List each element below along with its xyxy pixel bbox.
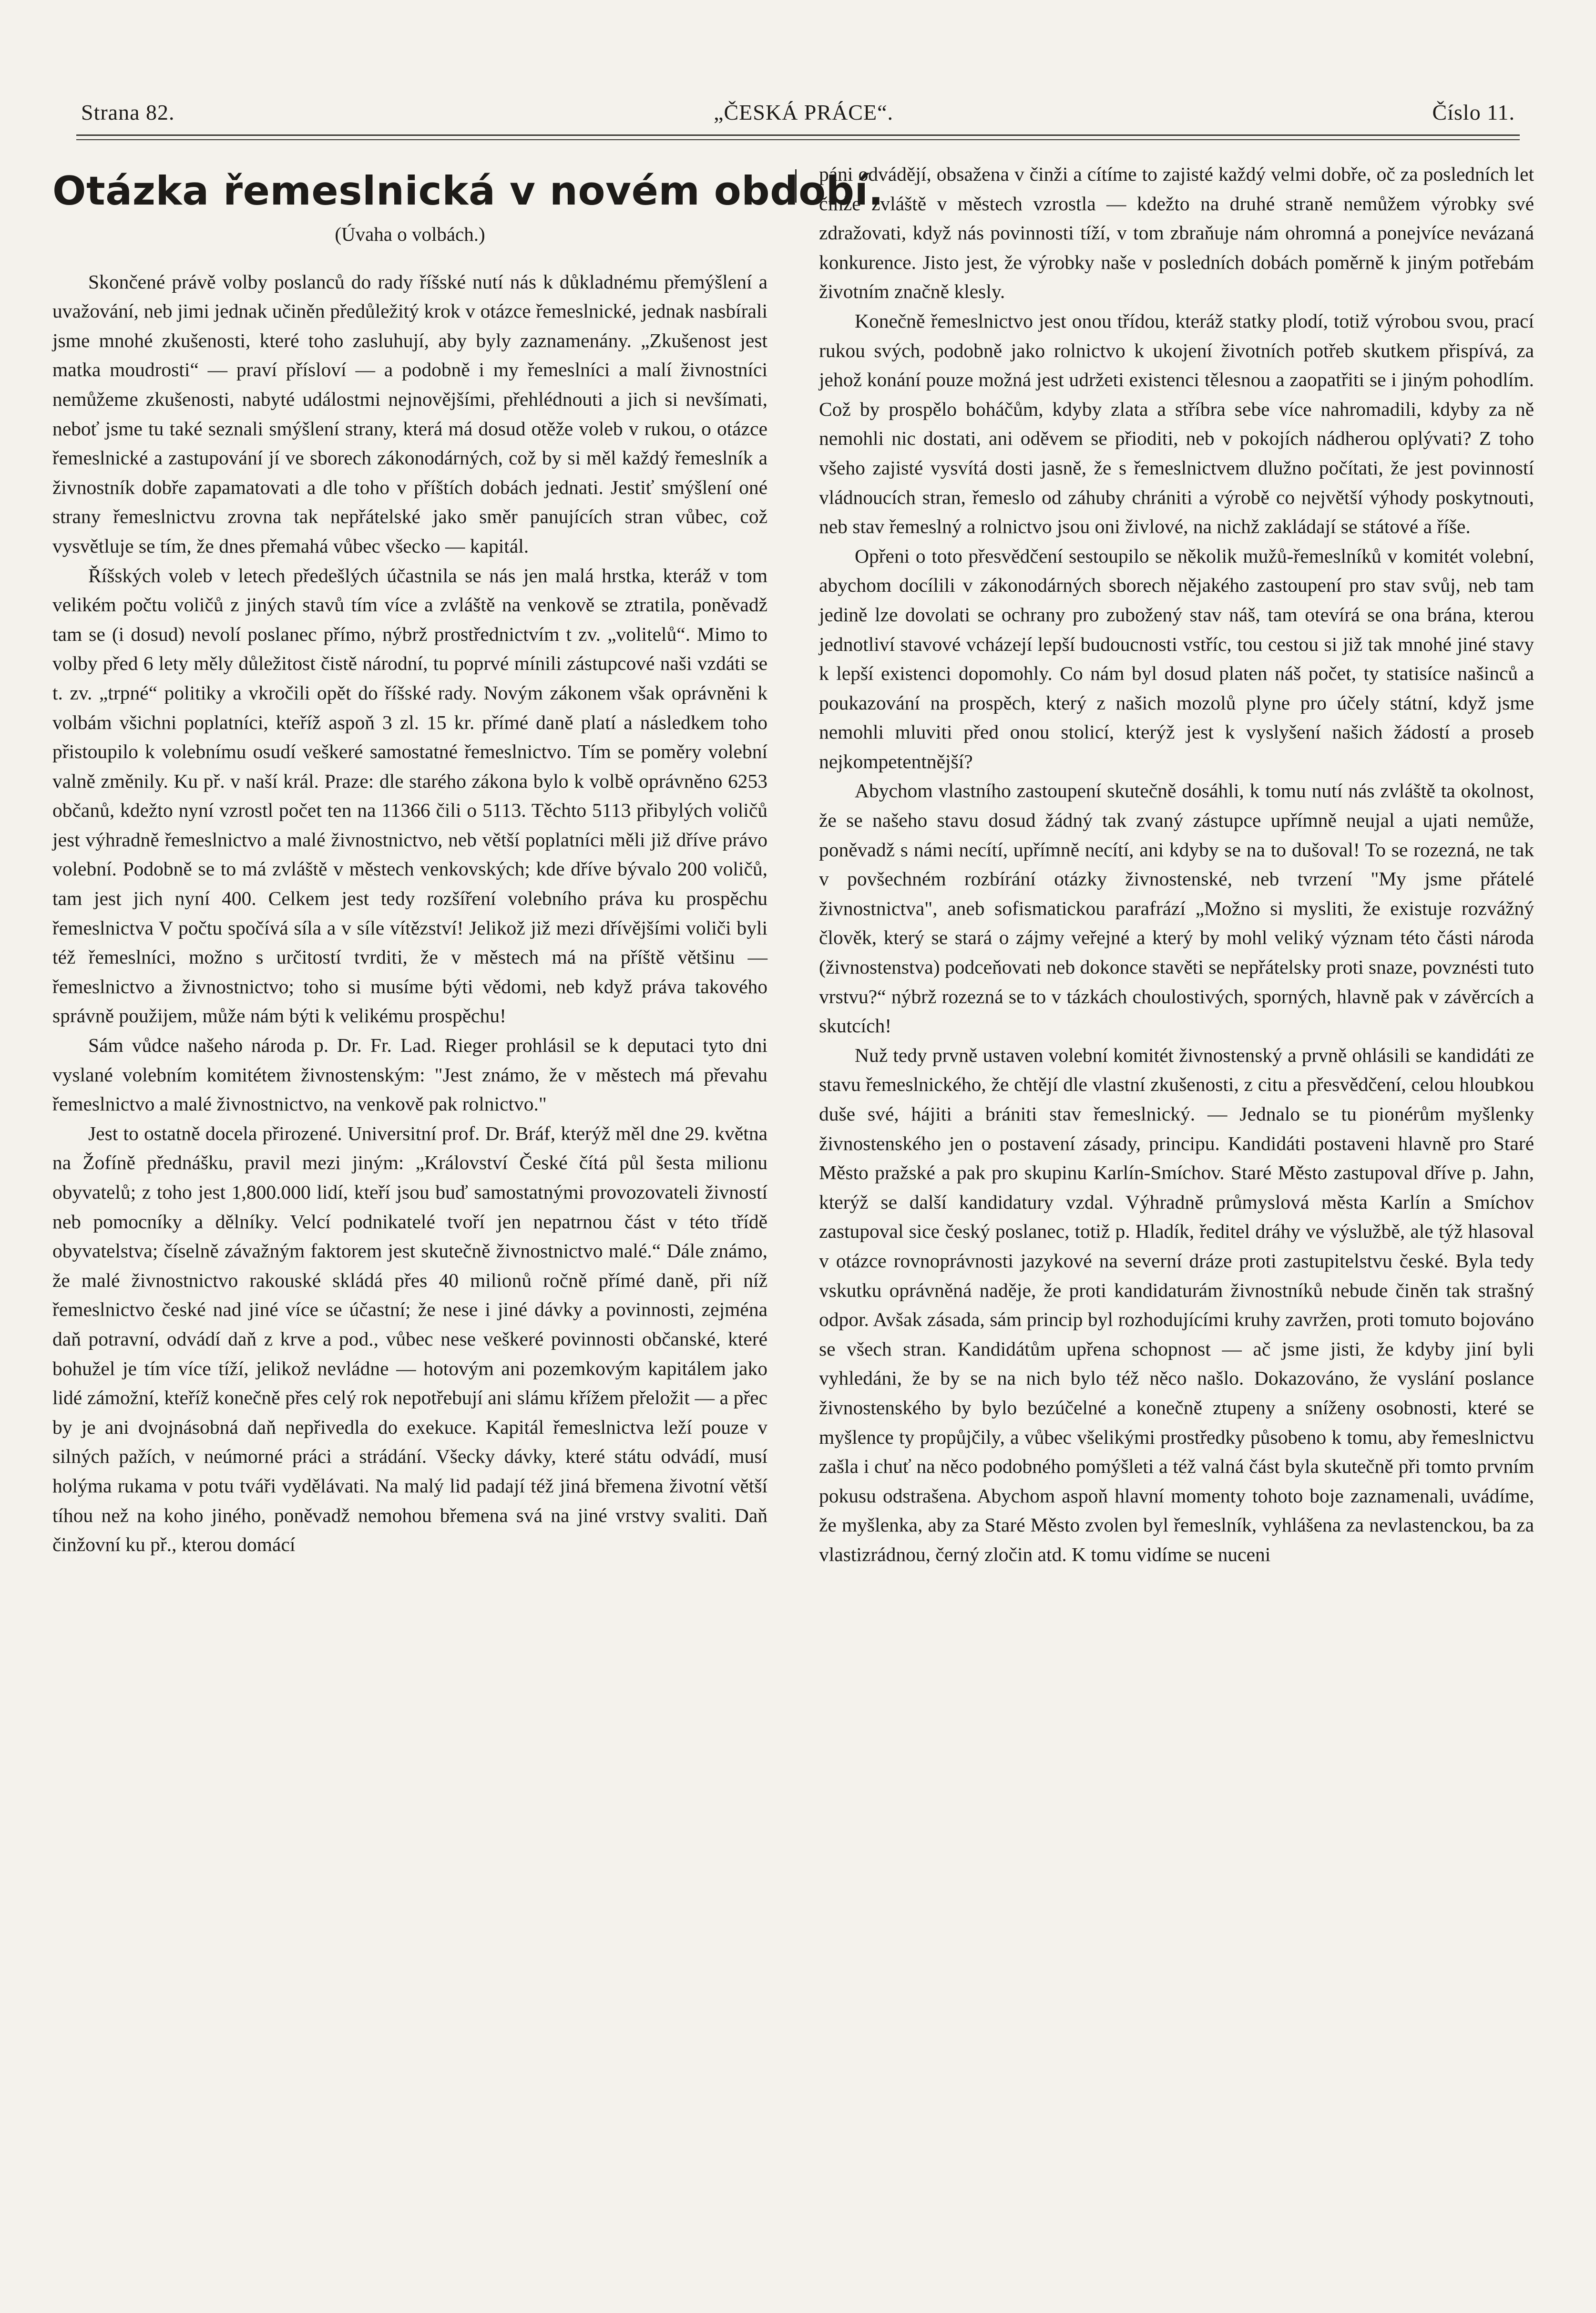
header-rule-top xyxy=(76,134,1520,136)
right-paragraph-3: Opřeni o toto přesvědčení sestoupilo se několik mužů-řemeslníků v komitét volební, abychom docílili v zákonodárných sborech nějakého zastoupení pro stav svůj, neb tam jedině lze dovolati se ochrany pro zubožený stav náš, tam otevírá se ona brána, kterou jednotliví stavové vcházejí lepší budoucnosti vstříc, tou cestou si již tak mnohé jiné stavy k lepší existenci dopomohly. Co nám byl dosud platen náš počet, ty statisíce našinců a poukazování na prospěch, který z našich mozolů plyne pro účely státní, když jsme nemohli mluviti před onou stolicí, kterýž jest k vyslyšení našich žádostí a proseb nejkompetentnější? xyxy=(819,545,1534,772)
left-column xyxy=(52,160,884,2268)
header-rule-bottom xyxy=(76,139,1520,140)
right-paragraph-5: Nuž tedy prvně ustaven volební komitét živnostenský a prvně ohlásili se kandidáti ze stavu řemeslnického, že chtějí dle vlastní zkušenosti, z citu a přesvědčení, celou hloubkou duše své, hájiti a brániti stav řemeslnický. — Jednalo se tu pionérům myšlenky živnostenského jen o postavení zásady, principu. Kandidáti postaveni hlavně pro Staré Město pražské a pak pro skupinu Karlín-Smíchov. Staré Město zastupoval dříve p. Jahn, kterýž se další kandidatury vzdal. Výhradně průmyslová města Karlín a Smíchov zastupoval sice český poslanec, totiž p. Hladík, ředitel dráhy ve výslužbě, ale týž hlasoval v otázce rovnoprávnosti jazykové na severní dráze proti zastupitelstvu české. Byla tedy vskutku oprávněná naděje, že proti kandidaturám živnostníků nebude činěn tak strašný odpor. Avšak zásada, sám princip byl rozhodujícími kruhy zavržen, proti tomuto bojováno se všech stran. Kandidátům upřena schopnost — ač jsme jisti, že kdyby jiní byli vyhledáni, že by se na nich bylo též něco našlo. Dokazováno, že vyslání poslance živnostenského by bylo bezúčelné a konečně ztupeny a sníženy osobnosti, které se myšlence ty propůjčily, a vůbec všelikými prostředky působeno k tomu, aby řemeslnictvu zašla i chuť na něco podobného pomýšleti a též valná část byla skutečně při tomto prvním pokusu odstrašena. Abychom aspoň hlavní momenty tohoto boje zaznamenali, uvádíme, že myšlenka, aby za Staré Město zvolen byl řemeslník, vyhlášena za nevlastenckou, ba za vlastizrádnou, černý zločin atd. K tomu vidíme se nuceni xyxy=(819,1044,1534,1565)
right-paragraph-1: páni odvádějí, obsažena v činži a cítíme to zajisté každý velmi dobře, oč za posledních let činže zvláště v městech vzrostla — kdežto na druhé straně nemůžem výrobky své zdražovati, když nás povinnosti tíží, v tom zbraňuje nám ohromná a ponejvíce nevázaná konkurence. Jisto jest, že výrobky naše v posledních dobách poměrně k jiným potřebám životním značně klesly. xyxy=(819,163,1534,303)
running-head xyxy=(81,86,1515,138)
left-paragraph-2: Říšských voleb v letech předešlých účastnila se nás jen malá hrstka, kteráž v tom velikém počtu voličů z jiných stavů tím více a zvláště na venkově se ztratila, poněvadž tam se (i dosud) nevolí poslanec přímo, nýbrž prostřednictvím t zv. „volitelů“. Mimo to volby před 6 lety měly důležitost čistě národní, tu poprvé mínili zástupcové naši vzdáti se t. zv. „trpné“ politiky a vkročili opět do říšské rady. Novým zákonem však oprávněni k volbám všichni poplatníci, kteříž aspoň 3 zl. 15 kr. přímé daně platí a následkem toho přistoupilo k volebnímu osudí veškeré samostatné řemeslnictvo. Tím se poměry volební valně změnily. Ku př. v naší král. Praze: dle starého zákona bylo k volbě oprávněno 6253 občanů, kdežto nyní vzrostl počet ten na 11366 čili o 5113. Těchto 5113 přibylých voličů jest výhradně řemeslnictvo a malé živnostnictvo, neb větší poplatníci měli již dříve právo volební. Podobně se to má zvláště v městech venkovských; kde dříve bývalo 200 voličů, tam jest jich nyní 400. Celkem jest tedy rozšíření volebního práva ku prospěchu řemeslnictva V počtu spočívá síla a v síle vítězství! Jelikož již mezi dřívějšími voliči byli též řemeslníci, možno s určitostí tvrditi, že v městech má na příště většinu — řemeslnictvo a živnostnictvo; toho si musíme býti vědomi, neb když práva takového správně použijem, může nám býti k velikému prospěchu! xyxy=(52,564,767,1027)
right-paragraph-2: Konečně řemeslnictvo jest onou třídou, kteráž statky plodí, totiž výrobou svou, prací rukou svých, podobně jako rolnictvo k ukojení životních potřeb skutkem přispívá, za jehož konání pouze možná jest udržeti existenci tělesnou a zaopatřiti se i jiným pohodlím. Což by prospělo boháčům, kdyby zlata a stříbra sebe více nahromadili, kdyby za ně nemohli nic dostati, ani oděvem se přioditi, neb v pokojích nádherou oplývati? Z toho všeho zajisté vysvítá dosti jasně, že s řemeslnictvem dlužno počítati, že jest povinností vládnoucích stran, řemeslo od záhuby chrániti a výrobě co největší výhody poskytnouti, neb stav řemeslný a rolnictvo jsou oni živlové, na nichž zakládají se státové a říše. xyxy=(819,309,1534,538)
left-paragraph-3: Sám vůdce našeho národa p. Dr. Fr. Lad. Rieger prohlásil se k deputaci tyto dni vyslané volebním komitétem živnostenským: "Jest známo, že v městech má převahu řemeslnictvo a malé živnostnictvo, na venkově pak rolnictvo." xyxy=(52,1034,767,1115)
right-column xyxy=(819,160,1534,2268)
right-paragraph-4: Abychom vlastního zastoupení skutečně dosáhli, k tomu nutí nás zvláště ta okolnost, že se našeho stavu dosud žádný tak zvaný zástupce upřímně neujal a ujati nemůže, poněvadž s námi necítí, upřímně necítí, ani kdyby se na to dušoval! To se rozezná, ne tak v povšechném rozbírání otázky živnostenské, neb tvrzení "My jsme přátelé živnostnictva", aneb sofismatickou parafrází „Možno si mysliti, že existuje rozvážný člověk, který se stará o zájmy veřejné a který by mohl veliký význam této části národa (živnostenstva) podceňovati neb dokonce stavěti se nepřátelsky proti snaze, povznésti tuto vrstvu?“ nýbrž rozezná se to v tázkách choulostivých, sporných, hlavně pak v závěrcích a skutcích! xyxy=(819,780,1534,1037)
left-paragraph-1: Skončené právě volby poslanců do rady říšské nutí nás k důkladnému přemýšlení a uvažování, neb jimi jednak učiněn předůležitý krok v otázce řemeslnické, jednak nasbírali jsme mnohé zkušenosti, které toho zasluhují, aby byly zaznamenány. „Zkušenost jest matka moudrosti“ — praví přísloví — a podobně i my řemeslníci a malí živnostníci nemůžeme zkušenosti, nabyté událostmi nejnovějšími, přehlédnouti a jich si nevšímati, neboť jsme tu také seznali smýšlení strany, která má dosud otěže voleb v rukou, o otázce řemeslnické a zastupování jí ve sborech zákonodárných, což by si měl každý řemeslník a živnostník dobře zapamatovati a dle toho v příštích dobách jednati. Jestiť smýšlení oné strany řemeslnictvu zrovna tak nepřátelské jako směr panujících stran vůbec, což vysvětluje se tím, že dnes přemahá vůbec všecko — kapitál. xyxy=(52,270,767,557)
journal-title: „ČESKÁ PRÁCE“. xyxy=(714,100,893,124)
article-subtitle: (Úvaha o volbách.) xyxy=(335,223,485,245)
issue-number: Číslo 11. xyxy=(1432,100,1515,124)
left-paragraph-4: Jest to ostatně docela přirozené. Universitní prof. Dr. Bráf, kterýž měl dne 29. května na Žofíně přednášku, pravil mezi jiným: „Království České čítá půl šesta milionu obyvatelů; z toho jest 1,800.000 lidí, kteří jsou buď samostatnými provozovateli živností neb pomocníky a dělníky. Velcí podnikatelé tvoří jen nepatrnou část v této třídě obyvatelstva; číselně závažným faktorem jest skutečně živnostnictvo malé.“ Dále známo, že malé živnostnictvo rakouské skládá přes 40 milionů ročně přímé daně, při níž řemeslnictvo české nad jiné více se účastní; že nese i jiné dávky a povinnosti, zejména daň potravní, odvádí daň z krve a pod., vůbec nese veškeré povinnosti občanské, které bohužel je tím více tíží, jelikož nevládne — hotovým ani pozemkovým kapitálem jako lidé zámožní, kteříž konečně přes celý rok nepotřebují ani slámu křížem přeložit — a přec by je ani dvojnásobná daň nepřivedla do exekuce. Kapitál řemeslnictva leží pouze v silných pažích, v neúmorné práci a strádání. Všecky dávky, které státu odvádí, musí holýma rukama v potu tváři vydělávati. Na malý lid padají též jiná břemena životní větší tíhou než na koho jiného, poněvadž nemohou břemena svá na jiné vrstvy svaliti. Daň činžovní ku př., kterou domácí xyxy=(52,1122,767,1556)
column-divider xyxy=(795,169,797,203)
page-number: Strana 82. xyxy=(81,100,175,124)
article-title: Otázka řemeslnická v novém období. xyxy=(52,168,884,214)
